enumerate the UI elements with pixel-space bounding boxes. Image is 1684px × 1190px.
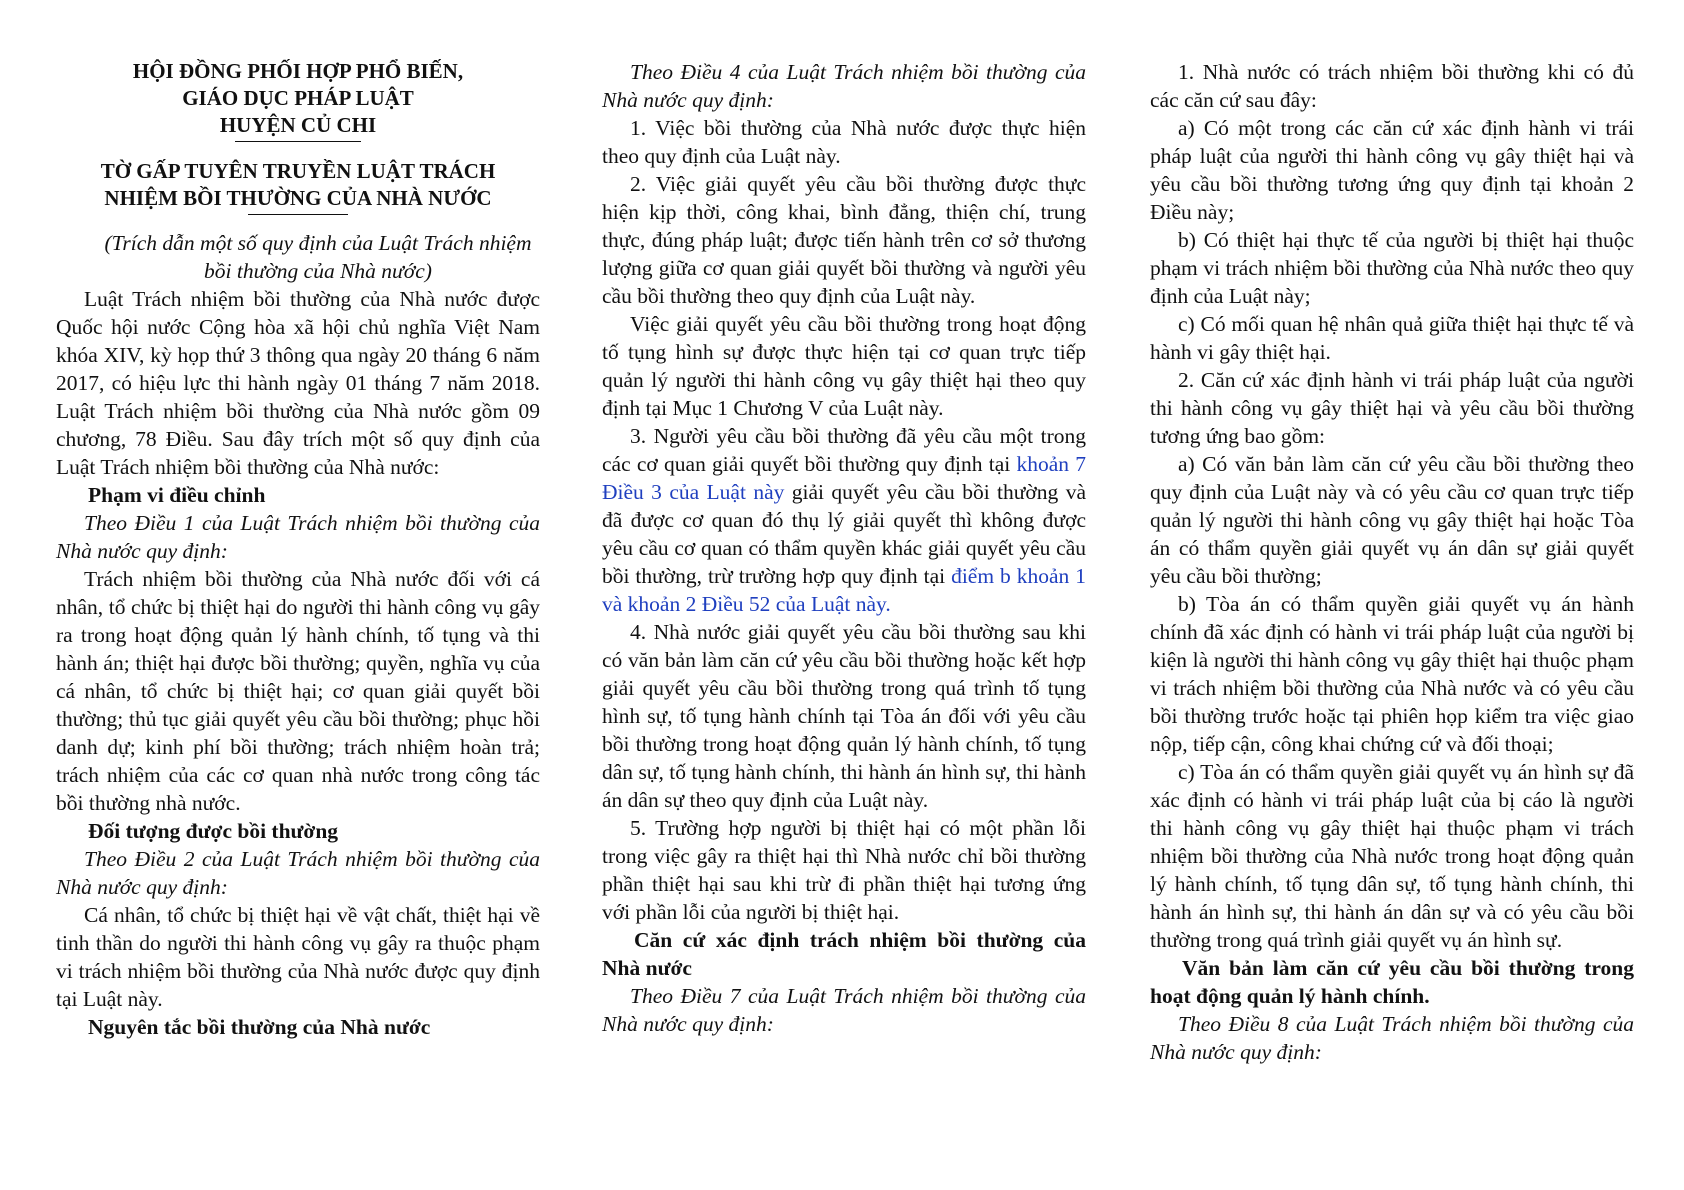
org-line-3: HUYỆN CỦ CHI (219, 113, 377, 137)
law-reference-link[interactable]: điểm b khoản 1 và khoản 2 Điều 52 của Luật này (602, 564, 1086, 616)
section-heading: Đối tượng được bồi thường (88, 819, 339, 843)
doc-subtitle: (Trích dẫn một số quy định của Luật Trách nhiệm bồi thường của Nhà nước) (104, 231, 532, 283)
article-reference: Theo Điều 4 của Luật Trách nhiệm bồi thường của Nhà nước quy định: (602, 60, 1086, 112)
paragraph: Cá nhân, tổ chức bị thiệt hại về vật chất, thiệt hại về tinh thần do người thi hành công vụ gây ra thuộc phạm vi trách nhiệm bồi thường của Nhà nước được quy định tại Luật này. (56, 903, 540, 1011)
paragraph: Trách nhiệm bồi thường của Nhà nước đối với cá nhân, tổ chức bị thiệt hại do người thi hành công vụ gây ra trong hoạt động quản lý hành chính, tố tụng và thi hành án; thiệt hại được bồi thường; quyền, nghĩa vụ của cá nhân, tổ chức bị thiệt hại; cơ quan giải quyết bồi thường; thủ tục giải quyết yêu cầu bồi thường; phục hồi danh dự; kinh phí bồi thường; trách nhiệm hoàn trả; trách nhiệm của các cơ quan nhà nước trong công tác bồi thường nhà nước. (56, 567, 540, 815)
paragraph: 1. Nhà nước có trách nhiệm bồi thường khi có đủ các căn cứ sau đây: (1150, 60, 1634, 112)
org-line-1: HỘI ĐỒNG PHỐI HỢP PHỔ BIẾN, (132, 59, 464, 83)
column-3 (1150, 58, 1634, 1066)
paragraph: 3. Người yêu cầu bồi thường đã yêu cầu một trong các cơ quan giải quyết bồi thường quy định tại khoản 7 Điều 3 của Luật này giải quyết yêu cầu bồi thường và đã được cơ quan đó thụ lý giải quyết thì không được yêu cầu cơ quan có thẩm quyền khác giải quyết yêu cầu bồi thường, trừ trường hợp quy định tại điểm b khoản 1 và khoản 2 Điều 52 của Luật này. (602, 424, 1086, 616)
paragraph: 5. Trường hợp người bị thiệt hại có một phần lỗi trong việc gây ra thiệt hại thì Nhà nước chỉ bồi thường phần thiệt hại sau khi trừ đi phần thiệt hại tương ứng với phần lỗi của người bị thiệt hại. (602, 816, 1086, 924)
section-heading: Nguyên tắc bồi thường của Nhà nước (88, 1015, 431, 1039)
law-reference-link[interactable]: khoản 7 Điều 3 của Luật này (602, 452, 1086, 504)
divider (248, 214, 348, 215)
paragraph: 2. Việc giải quyết yêu cầu bồi thường được thực hiện kịp thời, công khai, bình đẳng, thiện chí, trung thực, đúng pháp luật; được tiến hành trên cơ sở thương lượng giữa cơ quan giải quyết bồi thường và người yêu cầu bồi thường theo quy định của Luật này. (602, 172, 1086, 308)
doc-title-line-2: NHIỆM BỒI THƯỜNG CỦA NHÀ NƯỚC (104, 186, 492, 210)
column-1 (56, 58, 540, 1041)
divider (235, 141, 361, 142)
org-line-2: GIÁO DỤC PHÁP LUẬT (182, 86, 414, 110)
article-reference: Theo Điều 2 của Luật Trách nhiệm bồi thường của Nhà nước quy định: (56, 847, 540, 899)
column-2 (602, 58, 1086, 1038)
section-heading: Phạm vi điều chỉnh (88, 483, 266, 507)
paragraph: 2. Căn cứ xác định hành vi trái pháp luật của người thi hành công vụ gây thiệt hại và yêu cầu bồi thường tương ứng bao gồm: (1150, 368, 1634, 448)
paragraph: 1. Việc bồi thường của Nhà nước được thực hiện theo quy định của Luật này. (602, 116, 1086, 168)
paragraph: a) Có một trong các căn cứ xác định hành vi trái pháp luật của người thi hành công vụ gây thiệt hại và yêu cầu bồi thường tương ứng quy định tại khoản 2 Điều này; (1150, 116, 1634, 224)
paragraph: Việc giải quyết yêu cầu bồi thường trong hoạt động tố tụng hình sự được thực hiện tại cơ quan trực tiếp quản lý người thi hành công vụ gây thiệt hại theo quy định tại Mục 1 Chương V của Luật này. (602, 312, 1086, 420)
section-heading: Văn bản làm căn cứ yêu cầu bồi thường trong hoạt động quản lý hành chính. (1150, 956, 1634, 1008)
paragraph: 4. Nhà nước giải quyết yêu cầu bồi thường sau khi có văn bản làm căn cứ yêu cầu bồi thường hoặc kết hợp giải quyết yêu cầu bồi thường trong quá trình tố tụng hình sự, tố tụng hành chính tại Tòa án đối với yêu cầu bồi thường trong hoạt động quản lý hành chính, tố tụng dân sự, tố tụng hành chính, thi hành án hình sự, thi hành án dân sự theo quy định của Luật này. (602, 620, 1086, 812)
paragraph: c) Tòa án có thẩm quyền giải quyết vụ án hình sự đã xác định có hành vi trái pháp luật của bị cáo là người thi hành công vụ gây thiệt hại thuộc phạm vi trách nhiệm bồi thường của Nhà nước trong hoạt động quản lý hành chính, tố tụng dân sự, tố tụng hành chính, thi hành án hình sự, thi hành án dân sự và có yêu cầu bồi thường trong quá trình giải quyết vụ án hình sự. (1150, 760, 1634, 952)
doc-title-line-1: TỜ GẤP TUYÊN TRUYỀN LUẬT TRÁCH (100, 159, 496, 183)
article-reference: Theo Điều 8 của Luật Trách nhiệm bồi thường của Nhà nước quy định: (1150, 1012, 1634, 1064)
section-heading: Căn cứ xác định trách nhiệm bồi thường của Nhà nước (602, 928, 1086, 980)
article-reference: Theo Điều 1 của Luật Trách nhiệm bồi thường của Nhà nước quy định: (56, 511, 540, 563)
paragraph: b) Tòa án có thẩm quyền giải quyết vụ án hành chính đã xác định có hành vi trái pháp luật của người bị kiện là người thi hành công vụ gây thiệt hại thuộc phạm vi trách nhiệm bồi thường của Nhà nước và có yêu cầu bồi thường trước hoặc tại phiên họp kiểm tra việc giao nộp, tiếp cận, công khai chứng cứ và đối thoại; (1150, 592, 1634, 756)
paragraph: c) Có mối quan hệ nhân quả giữa thiệt hại thực tế và hành vi gây thiệt hại. (1150, 312, 1634, 364)
paragraph: b) Có thiệt hại thực tế của người bị thiệt hại thuộc phạm vi trách nhiệm bồi thường của Nhà nước theo quy định của Luật này; (1150, 228, 1634, 308)
intro-paragraph: Luật Trách nhiệm bồi thường của Nhà nước được Quốc hội nước Cộng hòa xã hội chủ nghĩa Việt Nam khóa XIV, kỳ họp thứ 3 thông qua ngày 20 tháng 6 năm 2017, có hiệu lực thi hành ngày 01 tháng 7 năm 2018. Luật Trách nhiệm bồi thường của Nhà nước gồm 09 chương, 78 Điều. Sau đây trích một số quy định của Luật Trách nhiệm bồi thường của Nhà nước: (56, 287, 540, 479)
paragraph: a) Có văn bản làm căn cứ yêu cầu bồi thường theo quy định của Luật này và có yêu cầu cơ quan trực tiếp quản lý người thi hành công vụ gây thiệt hại hoặc Tòa án có thẩm quyền giải quyết vụ án dân sự giải quyết yêu cầu bồi thường; (1150, 452, 1634, 588)
article-reference: Theo Điều 7 của Luật Trách nhiệm bồi thường của Nhà nước quy định: (602, 984, 1086, 1036)
